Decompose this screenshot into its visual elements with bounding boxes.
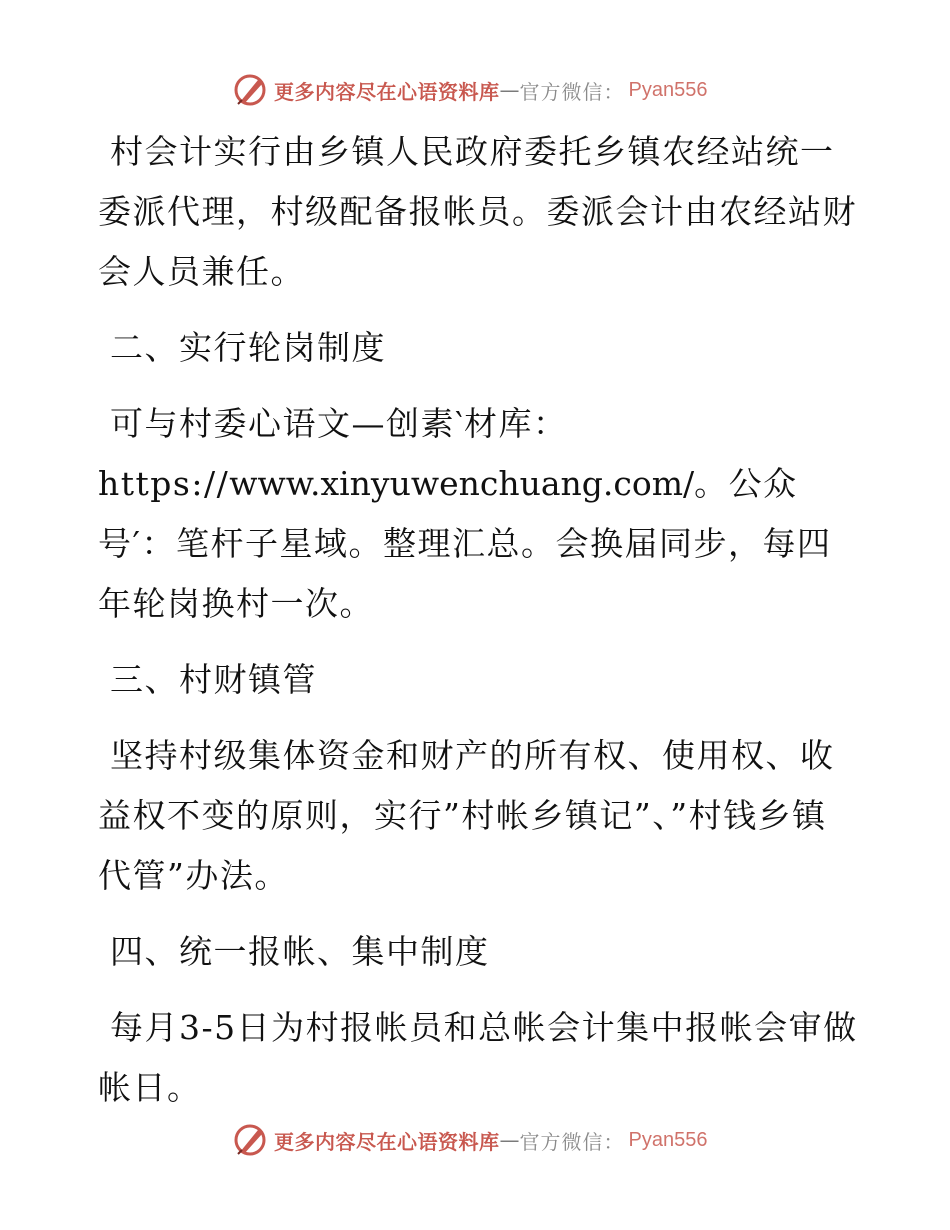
paragraph-village-finance: 坚持村级集体资金和财产的所有权、使用权、收益权不变的原则，实行”村帐乡镇记”、”村钱乡镇代管”办法。 bbox=[98, 736, 835, 895]
watermark-wechat-id: Pyan556 bbox=[628, 78, 708, 101]
paragraph-reporting-days: 每月3-5日为村报帐员和总帐会计集中报帐会审做帐日。 bbox=[98, 1008, 858, 1107]
footer-watermark bbox=[232, 1120, 707, 1160]
heading-unified-reporting: 四、统一报帐、集中制度 bbox=[110, 932, 490, 971]
watermark-wechat-label: 官方微信： bbox=[519, 1129, 625, 1154]
watermark-wechat-id: Pyan556 bbox=[628, 1128, 708, 1151]
watermark-separator: — bbox=[499, 78, 520, 102]
header-watermark bbox=[232, 70, 707, 110]
watermark-main-text: 更多内容尽在心语资料库 bbox=[274, 1129, 500, 1154]
paragraph-rotation-lead: 可与村委心语文—创素‵材库：https:// bbox=[98, 404, 568, 503]
quill-logo-icon bbox=[232, 1122, 268, 1158]
watermark-separator: — bbox=[499, 1128, 520, 1152]
heading-rotation-system: 二、实行轮岗制度 bbox=[110, 328, 386, 367]
heading-village-finance: 三、村财镇管 bbox=[110, 660, 317, 699]
paragraph-rotation-tail: 。公众号′：笔杆子星域。整理汇总。会换届同步，每四年轮岗换村一次。 bbox=[98, 464, 832, 623]
paragraph-village-accountant: 村会计实行由乡镇人民政府委托乡镇农经站统一委派代理，村级配备报帐员。委派会计由农经站财会人员兼任。 bbox=[98, 132, 857, 291]
watermark-wechat-label: 官方微信： bbox=[519, 79, 625, 104]
quill-logo-icon bbox=[232, 72, 268, 108]
paragraph-rotation bbox=[98, 394, 858, 634]
document-body bbox=[98, 122, 858, 1134]
paragraph-rotation-url: www.xinyuwenchuang.com/ bbox=[229, 464, 695, 503]
watermark-main-text: 更多内容尽在心语资料库 bbox=[274, 79, 500, 104]
